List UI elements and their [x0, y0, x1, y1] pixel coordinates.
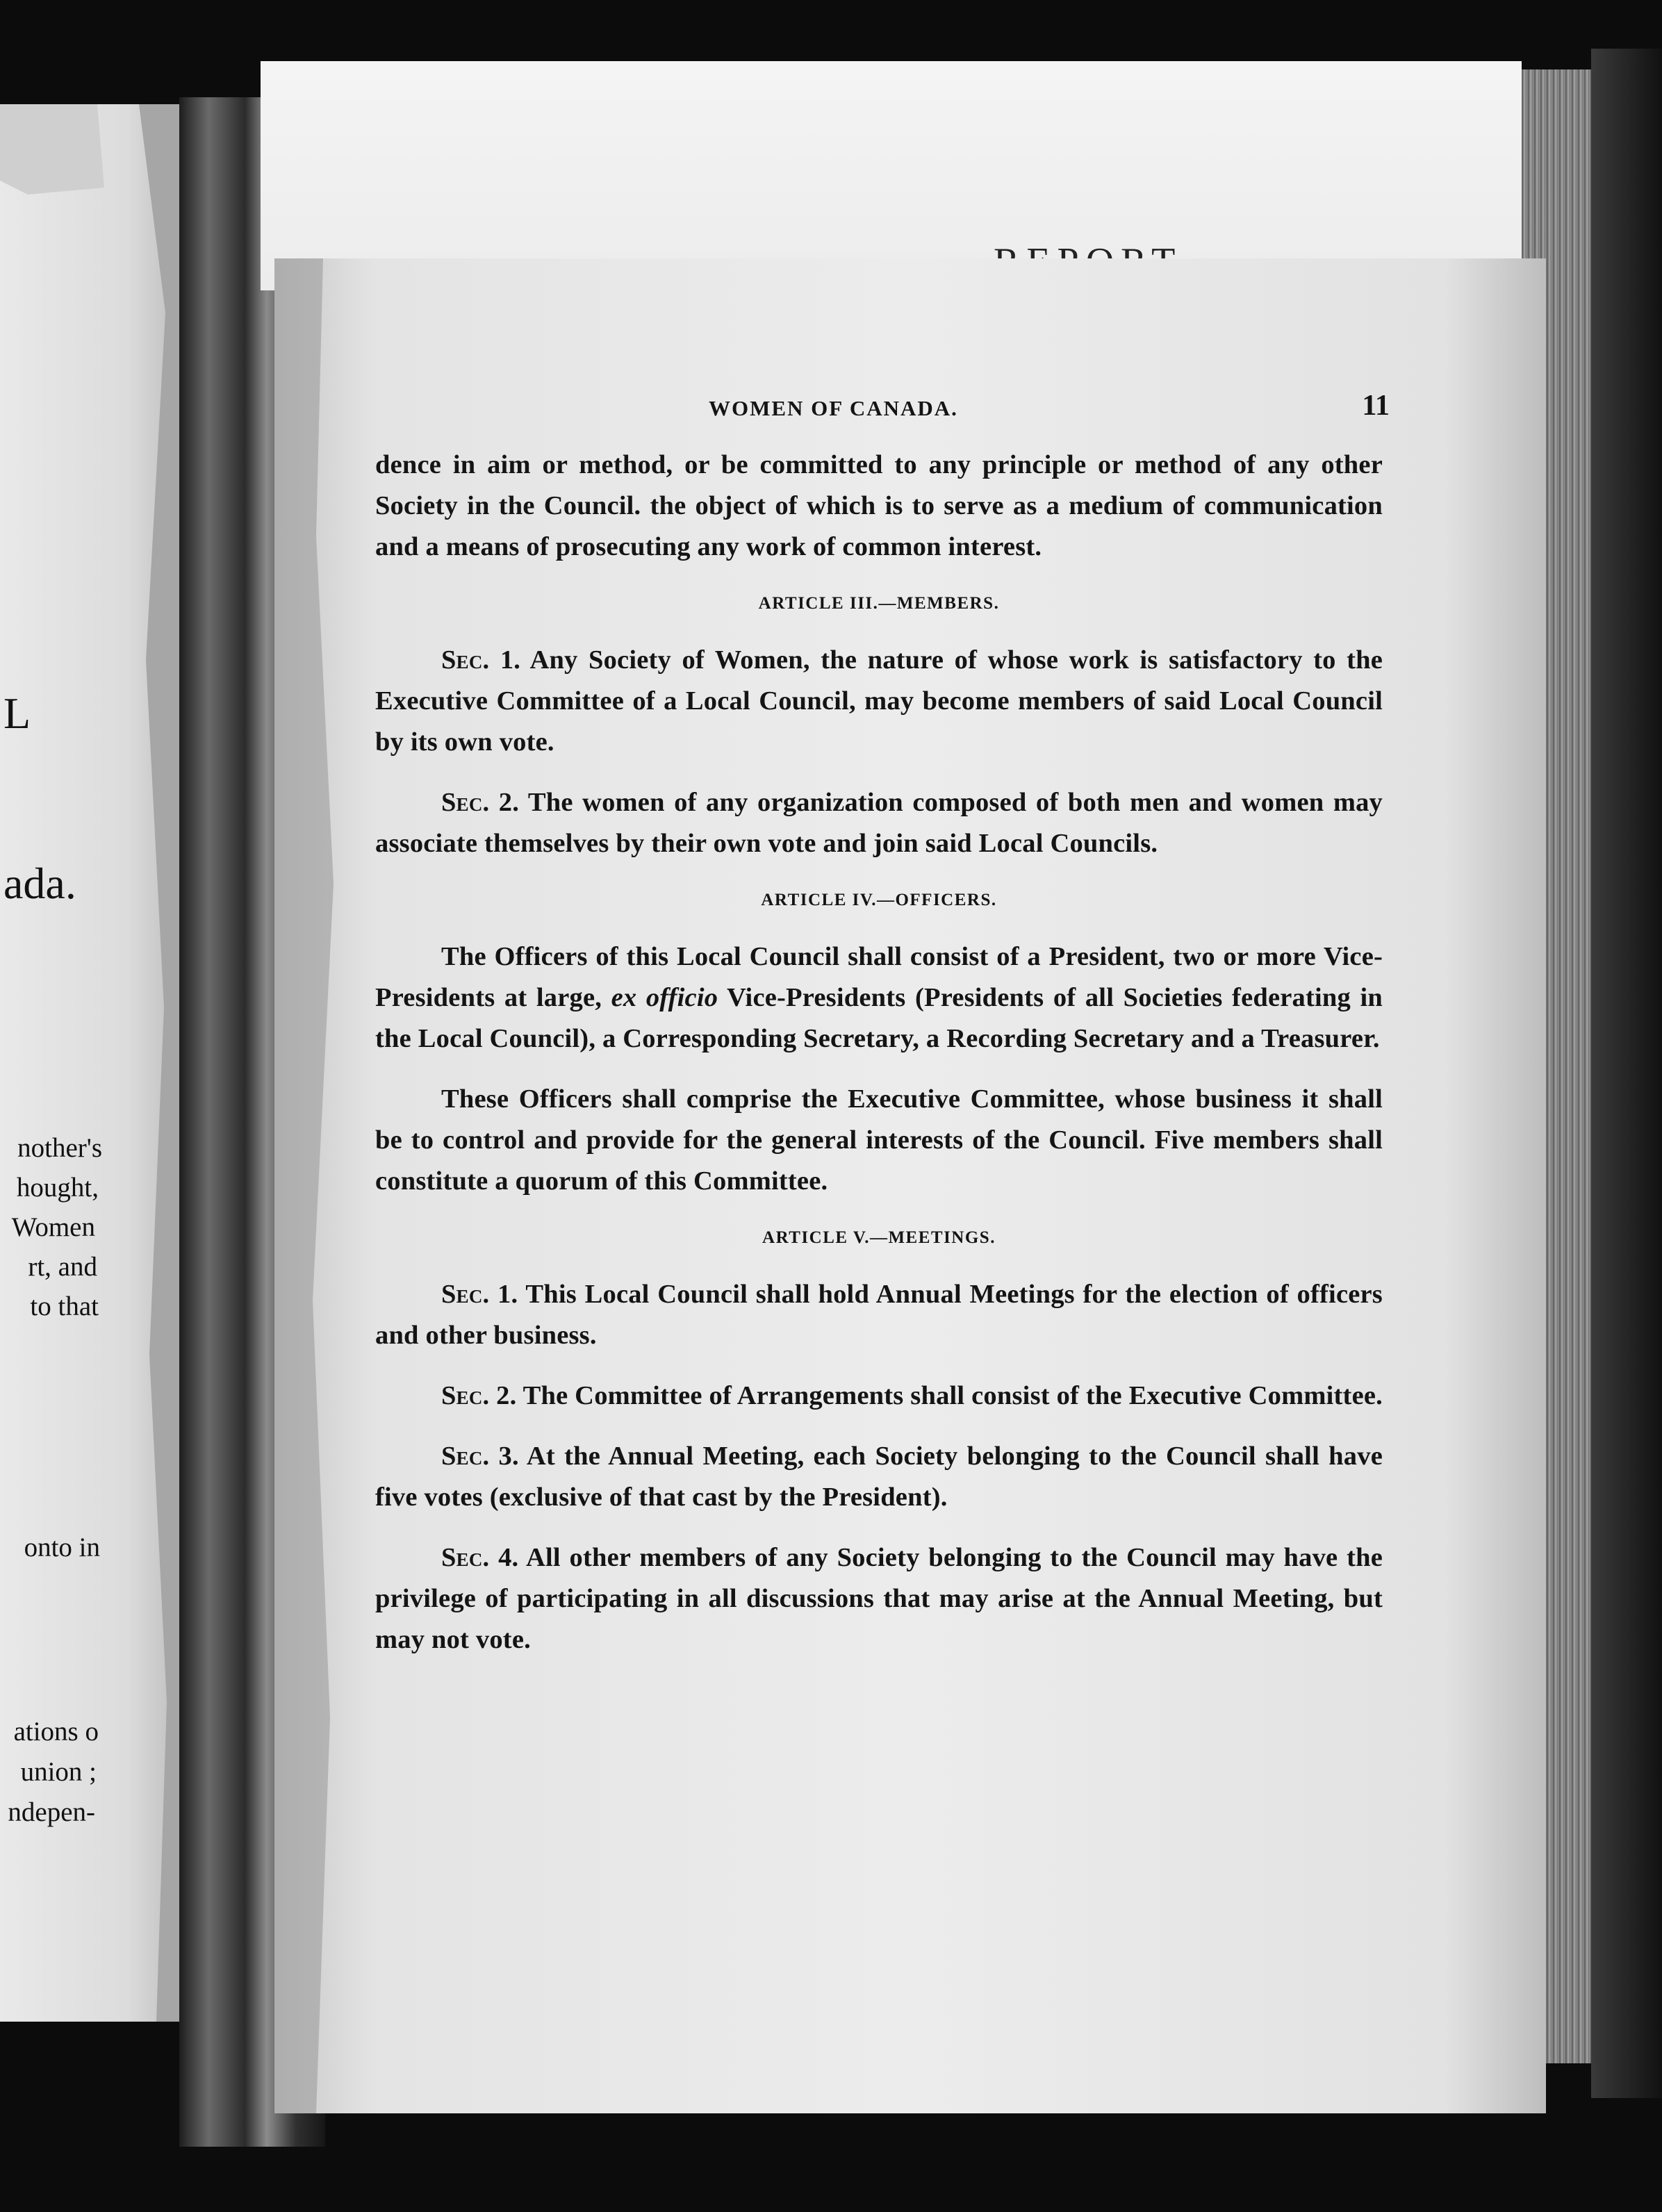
left-fragment-big-1: L — [3, 688, 31, 738]
section-label: Sec. 2. — [441, 1381, 517, 1410]
book-cover-edge — [1591, 49, 1662, 2098]
article-4-para-1 — [375, 936, 1383, 1059]
left-fragment-line: to that — [30, 1291, 99, 1321]
article-4-para-2: These Officers shall comprise the Executive Committee, whose business it shall be to control and provide for the general interests of the Council. Five members shall constitute a quorum of this Committee. — [375, 1084, 1383, 1196]
article-5-sec-1 — [375, 1274, 1383, 1356]
report-peek-text — [994, 240, 1182, 259]
section-text: All other members of any Society belonging to the Council may have the privilege of participating in all discussions that may arise at the Annual Meeting, but may not vote. — [375, 1543, 1383, 1654]
running-head-title: WOMEN OF CANADA. — [709, 396, 958, 420]
article-4-heading: ARTICLE IV.—OFFICERS. — [761, 891, 997, 909]
left-fragment-line: ndepen- — [8, 1797, 95, 1827]
left-page — [0, 104, 182, 2022]
left-fragment-big-2: ada. — [3, 859, 76, 908]
section-text: The women of any organization composed of both men and women may associate themselves by their own vote and join said Local Councils. — [375, 788, 1383, 858]
article-5-sec-4 — [375, 1537, 1383, 1660]
para-text: Vice-Presidents (Presidents of all Societies federating in the Local Council), a Corresponding Secretary, a Recording Secretary and a Treasurer. — [375, 983, 1383, 1053]
article-3-sec-2 — [375, 782, 1383, 864]
page-text-block — [375, 389, 1390, 1660]
article-5-heading: ARTICLE V.—MEETINGS. — [762, 1228, 996, 1247]
article-3-sec-1 — [375, 640, 1383, 763]
section-text: Any Society of Women, the nature of whose work is satisfactory to the Executive Committee of a Local Council, may become members of said Local Council by its own vote. — [375, 645, 1383, 757]
para-text: The Officers of this Local Council shall consist of a President, two or more Vice-Presidents at large, — [375, 942, 1383, 1012]
section-label: Sec. 3. — [441, 1442, 519, 1471]
article-5-sec-2 — [375, 1376, 1383, 1417]
section-label: Sec. 1. — [441, 1280, 518, 1309]
left-fragment-line: union ; — [20, 1757, 97, 1787]
italic-phrase: ex officio — [611, 983, 718, 1012]
left-fragment-line: ations o — [13, 1717, 99, 1747]
intro-paragraph: dence in aim or method, or be committed to any principle or method of any other Society in the Council. the object of which is to serve as a medium of communication and a means of prosecuting any work of common interest. — [375, 450, 1383, 561]
section-label: Sec. 2. — [441, 788, 520, 817]
section-text: At the Annual Meeting, each Society belonging to the Council shall have five votes (exclusive of that cast by the President). — [375, 1442, 1383, 1512]
page-number: 11 — [1362, 390, 1390, 422]
left-fragment-line: nother's — [17, 1133, 102, 1163]
section-text: This Local Council shall hold Annual Meetings for the election of officers and other business. — [375, 1280, 1383, 1350]
article-3-heading: ARTICLE III.—MEMBERS. — [758, 594, 1000, 613]
article-5-sec-3 — [375, 1436, 1383, 1518]
left-fragment-line: rt, and — [28, 1252, 97, 1282]
running-head — [375, 389, 1390, 445]
section-text: The Committee of Arrangements shall consist of the Executive Committee. — [516, 1381, 1383, 1410]
section-label: Sec. 4. — [441, 1543, 519, 1572]
section-label: Sec. 1. — [441, 645, 521, 675]
left-fragment-line: hought, — [16, 1173, 99, 1203]
left-fragment-line: Women — [11, 1212, 95, 1242]
left-fragment-line: onto in — [24, 1533, 100, 1562]
upper-sheet — [261, 61, 1522, 290]
